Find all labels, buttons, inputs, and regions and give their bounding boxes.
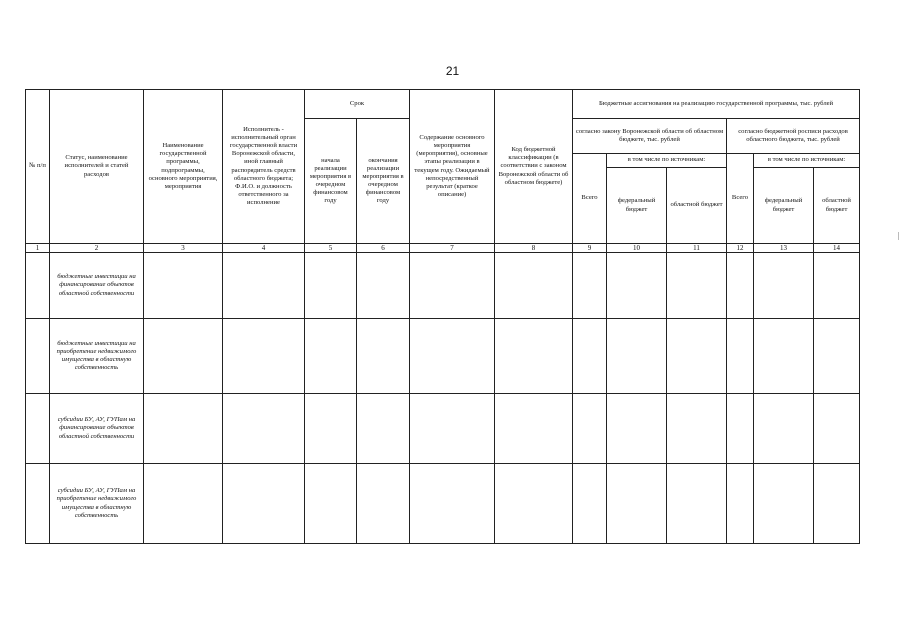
cell (814, 464, 860, 544)
cell (305, 394, 357, 464)
header-executor: Исполнитель - исполнительный орган государственной власти Воронежской области, иной главный распорядитель средств областного бюджета; Ф.И.О. и должность ответственного за исполнение (223, 90, 305, 244)
cell (26, 464, 50, 544)
header-content: Содержание основного мероприятия (мероприятия), основные этапы реализации в текущем году. Ожидаемый непосредственный результат (краткое описание) (410, 90, 495, 244)
cell (573, 394, 607, 464)
column-number: 8 (495, 244, 573, 253)
cell (495, 319, 573, 394)
header-term: Срок (305, 90, 410, 119)
cell (727, 464, 754, 544)
cell (667, 394, 727, 464)
column-number: 4 (223, 244, 305, 253)
cell (814, 253, 860, 319)
column-number: 13 (754, 244, 814, 253)
cell (223, 319, 305, 394)
cell (814, 394, 860, 464)
header-regional-law: областной бюджет (667, 168, 727, 244)
header-federal-roster: федеральный бюджет (754, 168, 814, 244)
column-number: 3 (144, 244, 223, 253)
table-row (26, 253, 860, 319)
header-start: начала реализации мероприятия в очередном финансовом году (305, 119, 357, 244)
column-number: 11 (667, 244, 727, 253)
cell (727, 253, 754, 319)
margin-mark (898, 232, 903, 240)
header-budget-allocations: Бюджетные ассигнования на реализацию государственной программы, тыс. рублей (573, 90, 860, 119)
row-status: субсидии БУ, АУ, ГУПам на финансирование объектов областной собственности (50, 394, 144, 464)
column-number: 6 (357, 244, 410, 253)
cell (754, 464, 814, 544)
cell (727, 319, 754, 394)
row-status: субсидии БУ, АУ, ГУПам на приобретение недвижимого имущества в областную собственность (50, 464, 144, 544)
cell (305, 319, 357, 394)
column-number: 10 (607, 244, 667, 253)
column-number: 7 (410, 244, 495, 253)
cell (144, 253, 223, 319)
cell (727, 394, 754, 464)
cell (573, 253, 607, 319)
cell (410, 394, 495, 464)
cell (607, 394, 667, 464)
header-regional-roster: областной бюджет (814, 168, 860, 244)
cell (607, 253, 667, 319)
cell (144, 394, 223, 464)
cell (223, 253, 305, 319)
header-federal-law: федеральный бюджет (607, 168, 667, 244)
cell (144, 319, 223, 394)
column-number: 14 (814, 244, 860, 253)
header-total-law: Всего (573, 154, 607, 244)
cell (357, 319, 410, 394)
cell (410, 253, 495, 319)
header-program-name: Наименование государственной программы, подпрограммы, основного мероприятия, мероприятия (144, 90, 223, 244)
cell (357, 394, 410, 464)
cell (357, 464, 410, 544)
table-row (26, 319, 860, 394)
cell (495, 394, 573, 464)
cell (667, 319, 727, 394)
column-number: 12 (727, 244, 754, 253)
header-end: окончания реализации мероприятия в очередном финансовом году (357, 119, 410, 244)
cell (573, 464, 607, 544)
cell (495, 253, 573, 319)
cell (26, 394, 50, 464)
header-status: Статус, наименование исполнителей и статей расходов (50, 90, 144, 244)
cell (305, 464, 357, 544)
cell (607, 319, 667, 394)
cell (223, 464, 305, 544)
header-by-law: согласно закону Воронежской области об областном бюджете, тыс. рублей (573, 119, 727, 154)
cell (357, 253, 410, 319)
row-status: бюджетные инвестиции на финансирование объектов областной собственности (50, 253, 144, 319)
column-number: 9 (573, 244, 607, 253)
cell (667, 464, 727, 544)
cell (754, 394, 814, 464)
cell (667, 253, 727, 319)
cell (573, 319, 607, 394)
cell (26, 253, 50, 319)
cell (144, 464, 223, 544)
cell (607, 464, 667, 544)
header-sources-roster: в том числе по источникам: (754, 154, 860, 168)
cell (223, 394, 305, 464)
column-number: 5 (305, 244, 357, 253)
cell (26, 319, 50, 394)
cell (410, 464, 495, 544)
cell (754, 319, 814, 394)
cell (495, 464, 573, 544)
table-row (26, 464, 860, 544)
header-budget-code: Код бюджетной классификации (в соответствии с законом Воронежской области об областном бюджете) (495, 90, 573, 244)
header-sources-law: в том числе по источникам: (607, 154, 727, 168)
header-total-roster: Всего (727, 154, 754, 244)
cell (754, 253, 814, 319)
column-number: 2 (50, 244, 144, 253)
cell (305, 253, 357, 319)
table-row (26, 394, 860, 464)
header-number: № п/п (26, 90, 50, 244)
cell (410, 319, 495, 394)
page-number: 21 (445, 64, 460, 78)
cell (814, 319, 860, 394)
row-status: бюджетные инвестиции на приобретение недвижимого имущества в областную собственность (50, 319, 144, 394)
budget-table (25, 89, 860, 544)
column-number: 1 (26, 244, 50, 253)
header-by-roster: согласно бюджетной росписи расходов областного бюджета, тыс. рублей (727, 119, 860, 154)
